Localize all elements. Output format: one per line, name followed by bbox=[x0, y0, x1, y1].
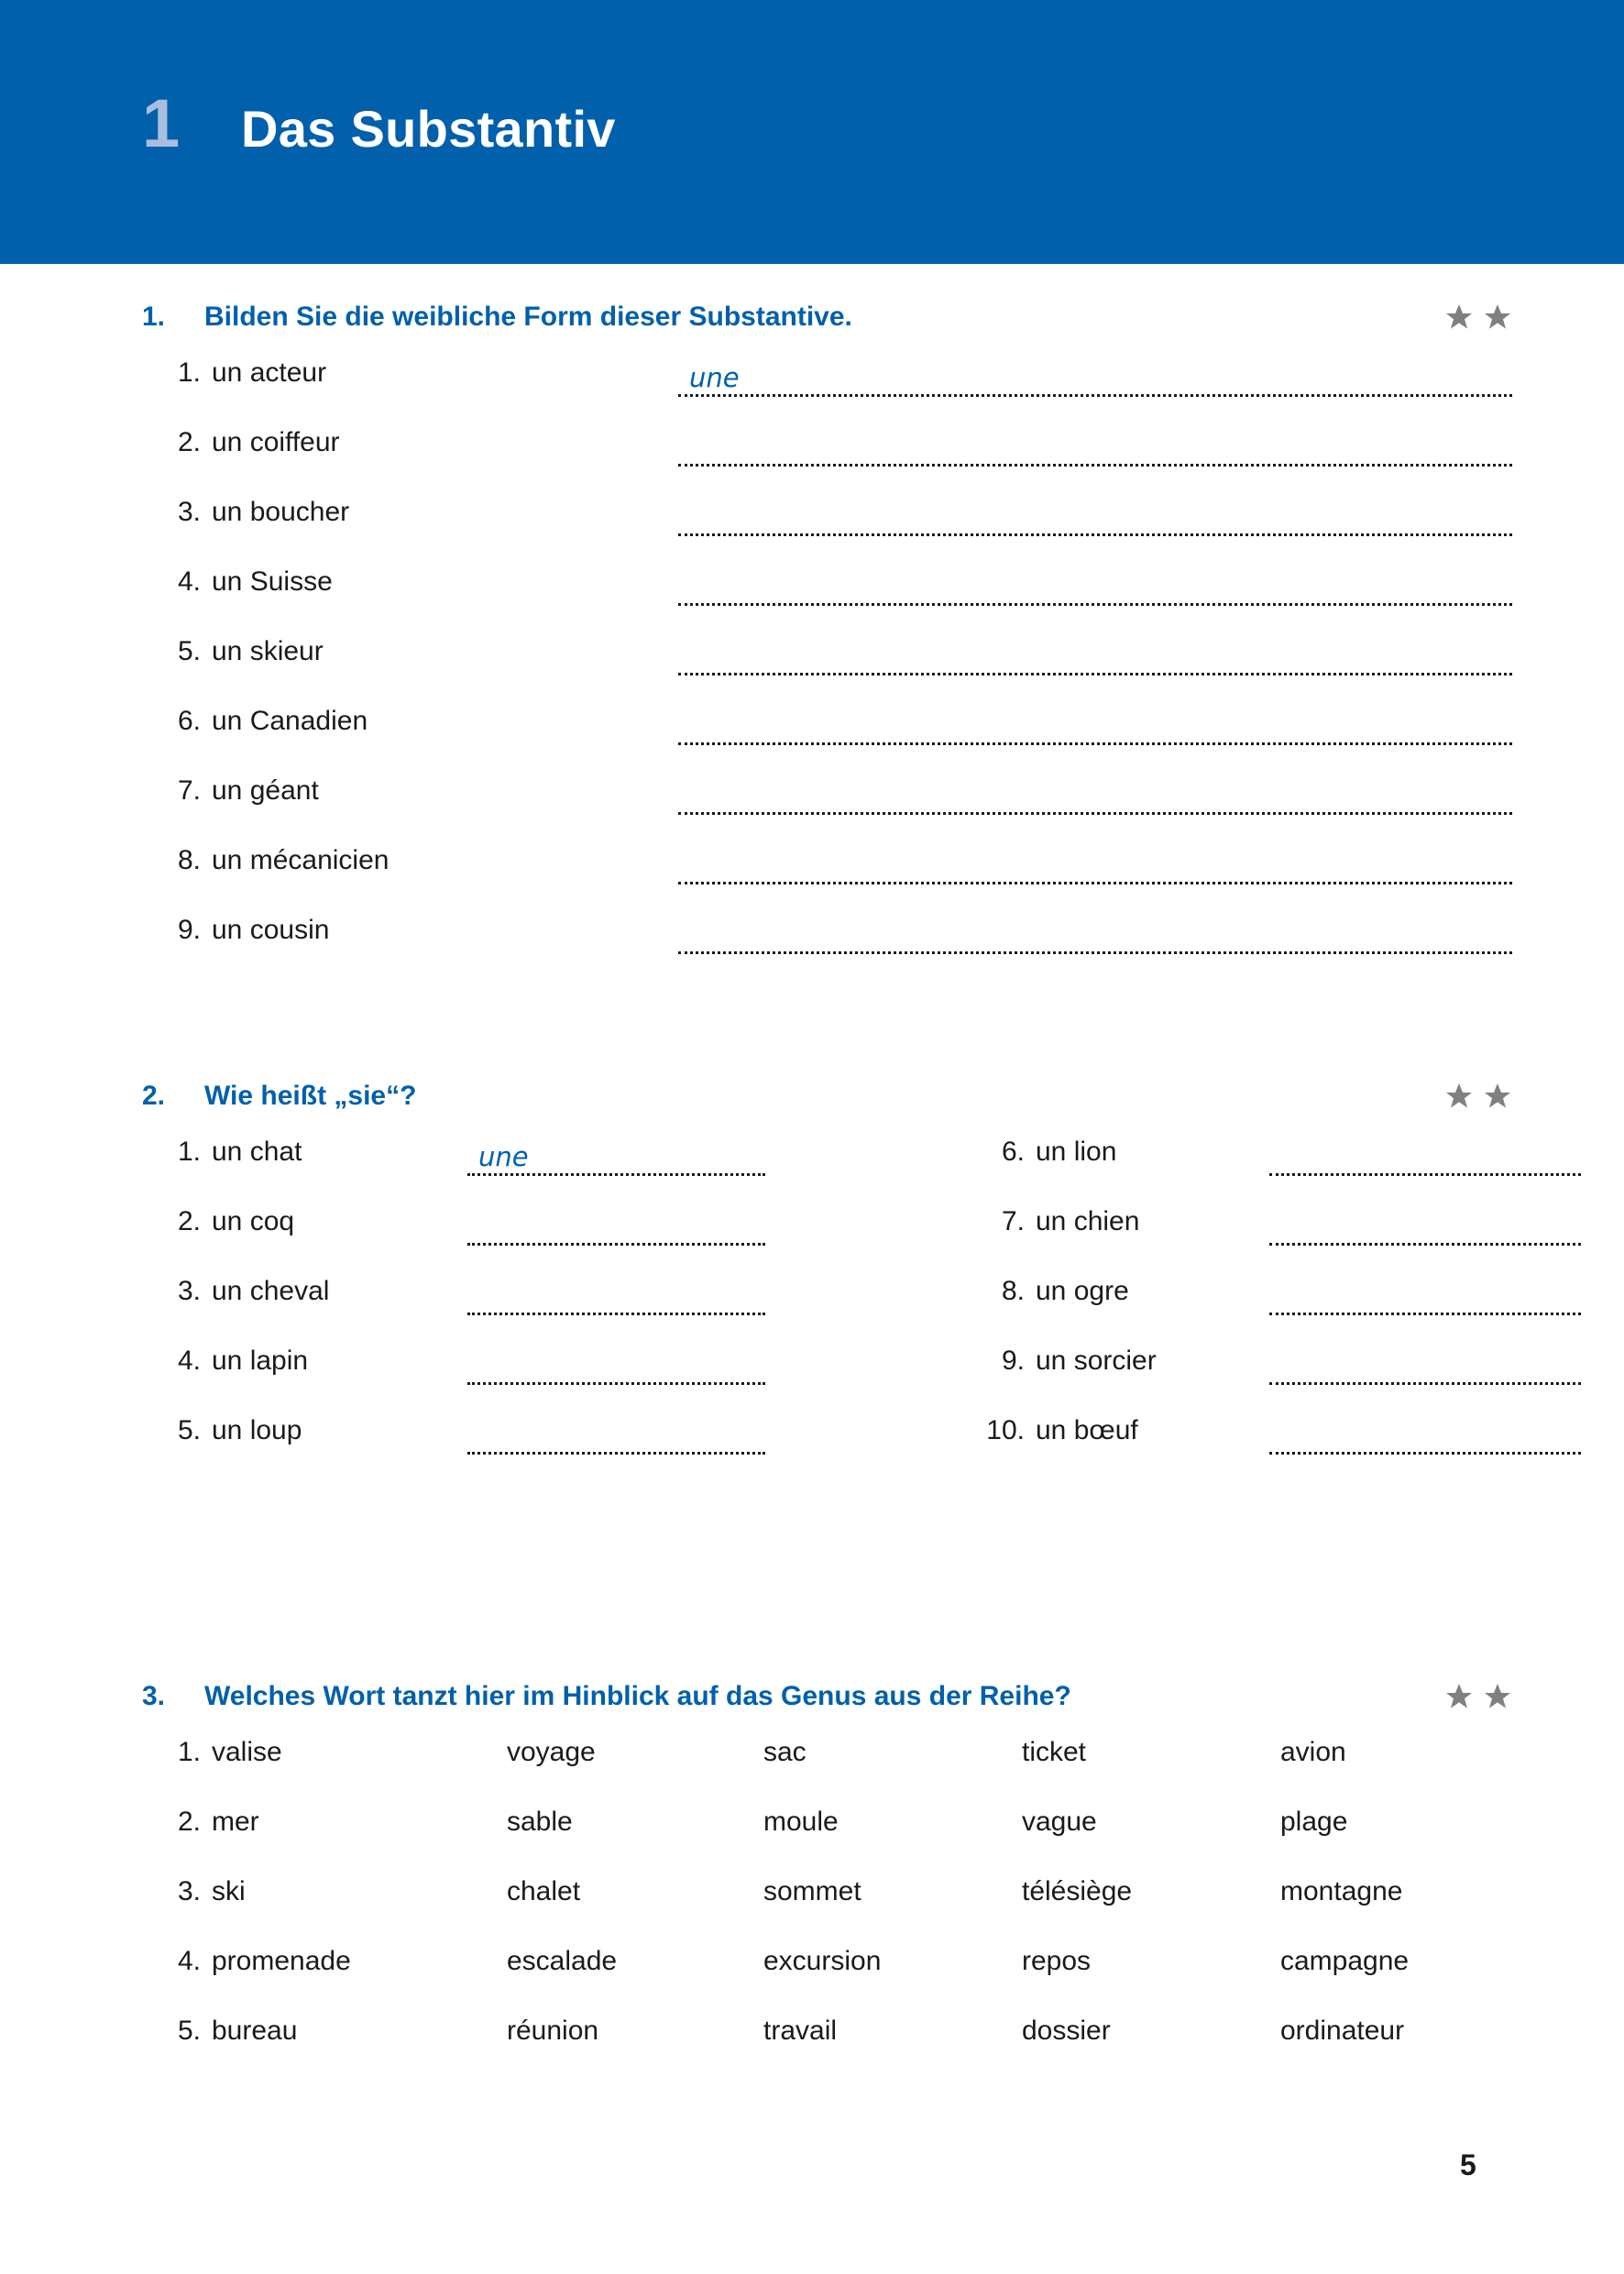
answer-blank[interactable] bbox=[1269, 1410, 1581, 1455]
answer-blank[interactable] bbox=[467, 1410, 765, 1455]
answer-item-row bbox=[160, 491, 1624, 561]
answer-item-row bbox=[160, 1270, 802, 1340]
word-option[interactable]: chalet bbox=[507, 1876, 581, 1906]
exercise-3-title: Welches Wort tanzt hier im Hinblick auf das Genus aus der Reihe? bbox=[204, 1681, 1071, 1711]
item-number: 9. bbox=[1001, 1346, 1025, 1376]
answer-blank[interactable] bbox=[678, 561, 1512, 606]
exercise-2-difficulty-stars bbox=[1444, 1082, 1512, 1111]
item-number: 3. bbox=[177, 1876, 201, 1906]
star-icon bbox=[1483, 1082, 1512, 1111]
item-number: 10. bbox=[986, 1415, 1025, 1445]
item-label: un géant bbox=[212, 775, 319, 806]
word-option[interactable]: voyage bbox=[507, 1737, 596, 1767]
item-label: un cousin bbox=[212, 915, 330, 945]
word-option[interactable]: moule bbox=[763, 1807, 839, 1837]
item-label: un boucher bbox=[212, 497, 350, 527]
answer-item-row bbox=[160, 561, 1624, 631]
word-grid-row bbox=[160, 1871, 1624, 1940]
exercise-1-title: Bilden Sie die weibliche Form dieser Substantive. bbox=[204, 302, 852, 332]
answer-item-row bbox=[962, 1270, 1604, 1340]
answer-item-row bbox=[160, 1410, 802, 1479]
item-label: un mécanicien bbox=[212, 845, 390, 875]
answer-item-row bbox=[160, 1201, 802, 1270]
exercise-1-difficulty-stars bbox=[1444, 302, 1512, 332]
answer-blank[interactable] bbox=[1269, 1340, 1581, 1385]
word-option[interactable]: plage bbox=[1280, 1807, 1348, 1837]
answer-blank[interactable] bbox=[467, 1270, 765, 1315]
answer-item-row bbox=[160, 422, 1624, 491]
item-label: un sorcier bbox=[1036, 1346, 1157, 1376]
word-grid-row bbox=[160, 1801, 1624, 1871]
word-option[interactable]: escalade bbox=[507, 1946, 618, 1976]
item-label: un loup bbox=[212, 1415, 302, 1445]
chapter-number: 1 bbox=[142, 85, 180, 161]
exercise-3-header bbox=[142, 1680, 1512, 1731]
item-number: 7. bbox=[1001, 1206, 1025, 1236]
star-icon bbox=[1444, 1082, 1474, 1111]
item-label: un lion bbox=[1036, 1137, 1117, 1167]
item-label: un acteur bbox=[212, 357, 327, 388]
exercise-2-column-left bbox=[160, 1131, 802, 1479]
item-label: un chat bbox=[212, 1137, 302, 1167]
item-number: 3. bbox=[177, 497, 201, 527]
item-number: 6. bbox=[1001, 1137, 1025, 1167]
answer-item-row bbox=[160, 770, 1624, 840]
star-icon bbox=[1444, 302, 1474, 332]
word-grid-row bbox=[160, 1940, 1624, 2010]
answer-blank[interactable] bbox=[1269, 1201, 1581, 1246]
word-option[interactable]: campagne bbox=[1280, 1946, 1410, 1976]
word-option[interactable]: réunion bbox=[507, 2016, 599, 2046]
exercise-3-number: 3. bbox=[142, 1681, 166, 1711]
item-number: 4. bbox=[177, 566, 201, 597]
word-option[interactable]: travail bbox=[763, 2016, 838, 2046]
word-option[interactable]: sable bbox=[507, 1807, 573, 1837]
answer-blank[interactable] bbox=[1269, 1270, 1581, 1315]
exercise-1-items bbox=[160, 352, 1624, 979]
item-number: 2. bbox=[177, 1206, 201, 1236]
item-number: 1. bbox=[177, 1737, 201, 1767]
answer-item-row bbox=[962, 1410, 1604, 1479]
page-number: 5 bbox=[1460, 2148, 1476, 2181]
answer-text: une bbox=[478, 1141, 529, 1172]
word-option[interactable]: ordinateur bbox=[1280, 2016, 1405, 2046]
word-option[interactable]: sommet bbox=[763, 1876, 861, 1906]
star-icon bbox=[1444, 1682, 1474, 1711]
word-option[interactable]: ski bbox=[212, 1876, 246, 1906]
word-option[interactable]: dossier bbox=[1022, 2016, 1111, 2046]
item-number: 2. bbox=[177, 1807, 201, 1837]
answer-item-row bbox=[160, 700, 1624, 770]
word-option[interactable]: montagne bbox=[1280, 1876, 1403, 1906]
answer-blank[interactable] bbox=[678, 352, 1512, 397]
answer-blank[interactable] bbox=[467, 1201, 765, 1246]
star-icon bbox=[1483, 1682, 1512, 1711]
answer-item-row bbox=[160, 631, 1624, 700]
answer-item-row bbox=[962, 1340, 1604, 1410]
item-label: un skieur bbox=[212, 636, 324, 666]
item-number: 5. bbox=[177, 636, 201, 666]
item-label: un ogre bbox=[1036, 1276, 1129, 1306]
item-label: un coiffeur bbox=[212, 427, 340, 457]
answer-blank[interactable] bbox=[678, 700, 1512, 745]
answer-blank[interactable] bbox=[678, 631, 1512, 676]
word-grid-row bbox=[160, 1731, 1624, 1801]
item-number: 5. bbox=[177, 1415, 201, 1445]
answer-blank[interactable] bbox=[678, 909, 1512, 954]
item-number: 8. bbox=[177, 845, 201, 875]
item-label: un coq bbox=[212, 1206, 295, 1236]
word-option[interactable]: promenade bbox=[212, 1946, 351, 1976]
answer-blank[interactable] bbox=[678, 491, 1512, 536]
star-icon bbox=[1483, 302, 1512, 332]
item-label: un cheval bbox=[212, 1276, 330, 1306]
answer-item-row bbox=[962, 1131, 1604, 1201]
item-label: un Suisse bbox=[212, 566, 333, 597]
answer-item-row bbox=[962, 1201, 1604, 1270]
word-grid-row bbox=[160, 2010, 1624, 2080]
answer-text: une bbox=[689, 362, 740, 393]
item-label: un chien bbox=[1036, 1206, 1140, 1236]
item-number: 1. bbox=[177, 357, 201, 388]
answer-blank[interactable] bbox=[678, 840, 1512, 884]
exercise-2-title: Wie heißt „sie“? bbox=[204, 1081, 417, 1111]
exercise-1 bbox=[0, 301, 1624, 979]
item-number: 4. bbox=[177, 1946, 201, 1976]
answer-item-row bbox=[160, 1340, 802, 1410]
word-option[interactable]: sac bbox=[763, 1737, 807, 1767]
answer-item-row bbox=[160, 1131, 802, 1201]
answer-blank[interactable] bbox=[467, 1340, 765, 1385]
item-number: 1. bbox=[177, 1137, 201, 1167]
exercise-2-column-right bbox=[962, 1131, 1604, 1479]
item-number: 7. bbox=[177, 775, 201, 806]
answer-blank[interactable] bbox=[1269, 1131, 1581, 1176]
exercise-3-difficulty-stars bbox=[1444, 1682, 1512, 1711]
word-option[interactable]: repos bbox=[1022, 1946, 1092, 1976]
word-option[interactable]: mer bbox=[212, 1807, 259, 1837]
chapter-header-band bbox=[0, 0, 1624, 264]
exercise-3-word-grid bbox=[160, 1731, 1624, 2080]
chapter-title: Das Substantiv bbox=[241, 100, 616, 158]
answer-blank[interactable] bbox=[467, 1131, 765, 1176]
answer-item-row bbox=[160, 909, 1624, 979]
item-number: 3. bbox=[177, 1276, 201, 1306]
item-label: un Canadien bbox=[212, 706, 368, 736]
answer-blank[interactable] bbox=[678, 422, 1512, 467]
item-number: 2. bbox=[177, 427, 201, 457]
word-option[interactable]: bureau bbox=[212, 2016, 298, 2046]
word-option[interactable]: ticket bbox=[1022, 1737, 1087, 1767]
answer-item-row bbox=[160, 352, 1624, 422]
item-number: 8. bbox=[1001, 1276, 1025, 1306]
exercise-1-number: 1. bbox=[142, 302, 166, 332]
word-option[interactable]: excursion bbox=[763, 1946, 882, 1976]
answer-blank[interactable] bbox=[678, 770, 1512, 815]
exercise-2-header bbox=[142, 1080, 1512, 1131]
item-number: 9. bbox=[177, 915, 201, 945]
word-option[interactable]: télésiège bbox=[1022, 1876, 1133, 1906]
answer-item-row bbox=[160, 840, 1624, 909]
item-number: 6. bbox=[177, 706, 201, 736]
exercise-2-number: 2. bbox=[142, 1081, 166, 1111]
word-option[interactable]: vague bbox=[1022, 1807, 1097, 1837]
item-number: 4. bbox=[177, 1346, 201, 1376]
exercise-2 bbox=[0, 1080, 1624, 1445]
exercise-3 bbox=[0, 1680, 1624, 2080]
item-number: 5. bbox=[177, 2016, 201, 2046]
word-option[interactable]: avion bbox=[1280, 1737, 1346, 1767]
item-label: un bœuf bbox=[1036, 1415, 1138, 1445]
item-label: un lapin bbox=[212, 1346, 309, 1376]
chapter-header-inner bbox=[142, 85, 616, 161]
exercise-1-header bbox=[142, 301, 1512, 352]
word-option[interactable]: valise bbox=[212, 1737, 282, 1767]
